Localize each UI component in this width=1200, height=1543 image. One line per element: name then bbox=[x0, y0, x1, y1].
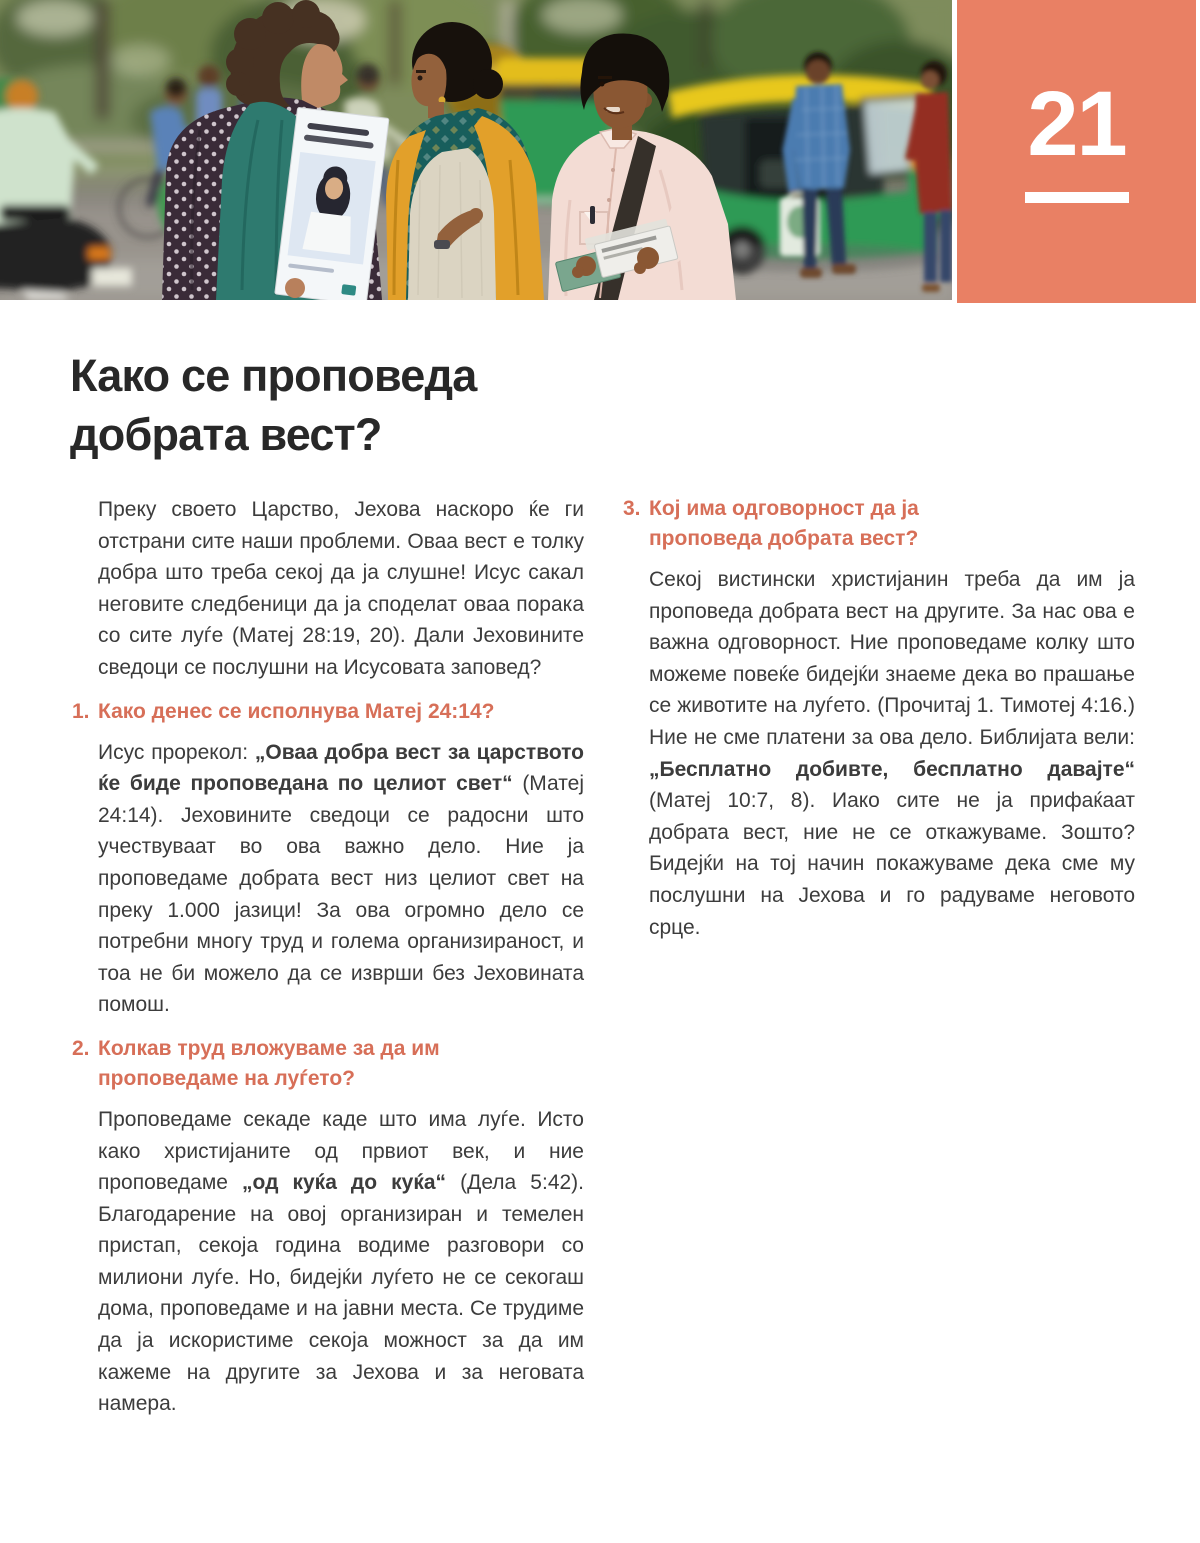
question-3-heading: 3. Кој има одговорност да ја проповеда добрата вест? bbox=[623, 494, 1135, 554]
page-title-line2: добрата вест? bbox=[70, 409, 382, 460]
lesson-number-badge bbox=[957, 0, 1196, 303]
scripture-quote-bold: „од куќа до куќа“ bbox=[242, 1171, 447, 1195]
page-title bbox=[70, 346, 476, 464]
question-3-paragraph: Секој вистински христијанин треба да им ја проповеда добрата вест на другите. За нас ова е важна одговорност. Ние проповедаме колку што можеме повеќе бидејќи знаеме дека во прашање се животите на луѓето. (Прочитај 1. Тимотеј 4:16.) Ние не сме платени за ова дело. Библијата вели: „Бесплатно добивте, бесплатно давајте“ (Матеј 10:7, 8). Иако сите не ја прифаќаат добрата вест, ние не се откажуваме. Зошто? Бидејќи на тој начин покажуваме дека сме му послушни на Јехова и го радуваме неговото срце. bbox=[649, 568, 1135, 939]
header-photo bbox=[0, 0, 952, 300]
scripture-quote-bold: „Оваа добра вест за царството ќе биде проповедана по целиот свет“ bbox=[98, 740, 584, 796]
body-columns bbox=[72, 494, 1135, 1420]
question-1-number: 1. bbox=[72, 699, 90, 723]
question-1-heading: 1. Како денес се исполнува Матеј 24:14? bbox=[72, 697, 584, 727]
scripture-quote-bold: „Бесплатно добивте, бесплатно давајте“ bbox=[649, 757, 1135, 781]
lesson-number: 21 bbox=[1027, 73, 1126, 175]
question-2-paragraph: Проповедаме секаде каде што има луѓе. Исто како христијаните од првиот век, и ние проповедаме „од куќа до куќа“ (Дела 5:42). Благодарение на овој организиран и темелен пристап, секоја година водиме разговори со милиони луѓе. Но, бидејќи луѓето не се секогаш дома, проповедаме и на јавни места. Се трудиме да ја искористиме секоја можност за да им кажеме на другите за Јехова и за неговата намера. bbox=[98, 1107, 585, 1416]
street-preaching-photo bbox=[0, 0, 952, 300]
intro-paragraph: Преку своето Царство, Јехова наскоро ќе ги отстрани сите наши проблеми. Оваа вест е толку добра што треба секој да ја слушне! Исус сакал неговите следбеници да ја споделат оваа порака со сите луѓе (Матеј 28:19, 20). Дали Јеховините сведоци се послушни на Исусовата заповед? bbox=[98, 498, 584, 679]
right-column bbox=[623, 494, 1135, 1420]
question-3-number: 3. bbox=[623, 497, 641, 520]
page-title-line1: Како се проповеда bbox=[70, 350, 477, 401]
question-2-number: 2. bbox=[72, 1036, 90, 1060]
question-2-heading: 2. Колкав труд вложуваме за да им проповедаме на луѓето? bbox=[72, 1034, 584, 1094]
left-column bbox=[72, 494, 584, 1420]
question-1-paragraph: Исус прорекол: „Оваа добра вест за царството ќе биде проповедана по целиот свет“ (Матеј 24:14). Јеховините сведоци се радосни што учествуваат во ова важно дело. Ние ја проповедаме добрата вест низ целиот свет на преку 1.000 јазици! За ова огромно дело се потребни многу труд и голема организираност, и тоа не би можело да се изврши без Јеховината помош. bbox=[98, 740, 584, 1017]
lesson-number-underline bbox=[1025, 192, 1129, 203]
